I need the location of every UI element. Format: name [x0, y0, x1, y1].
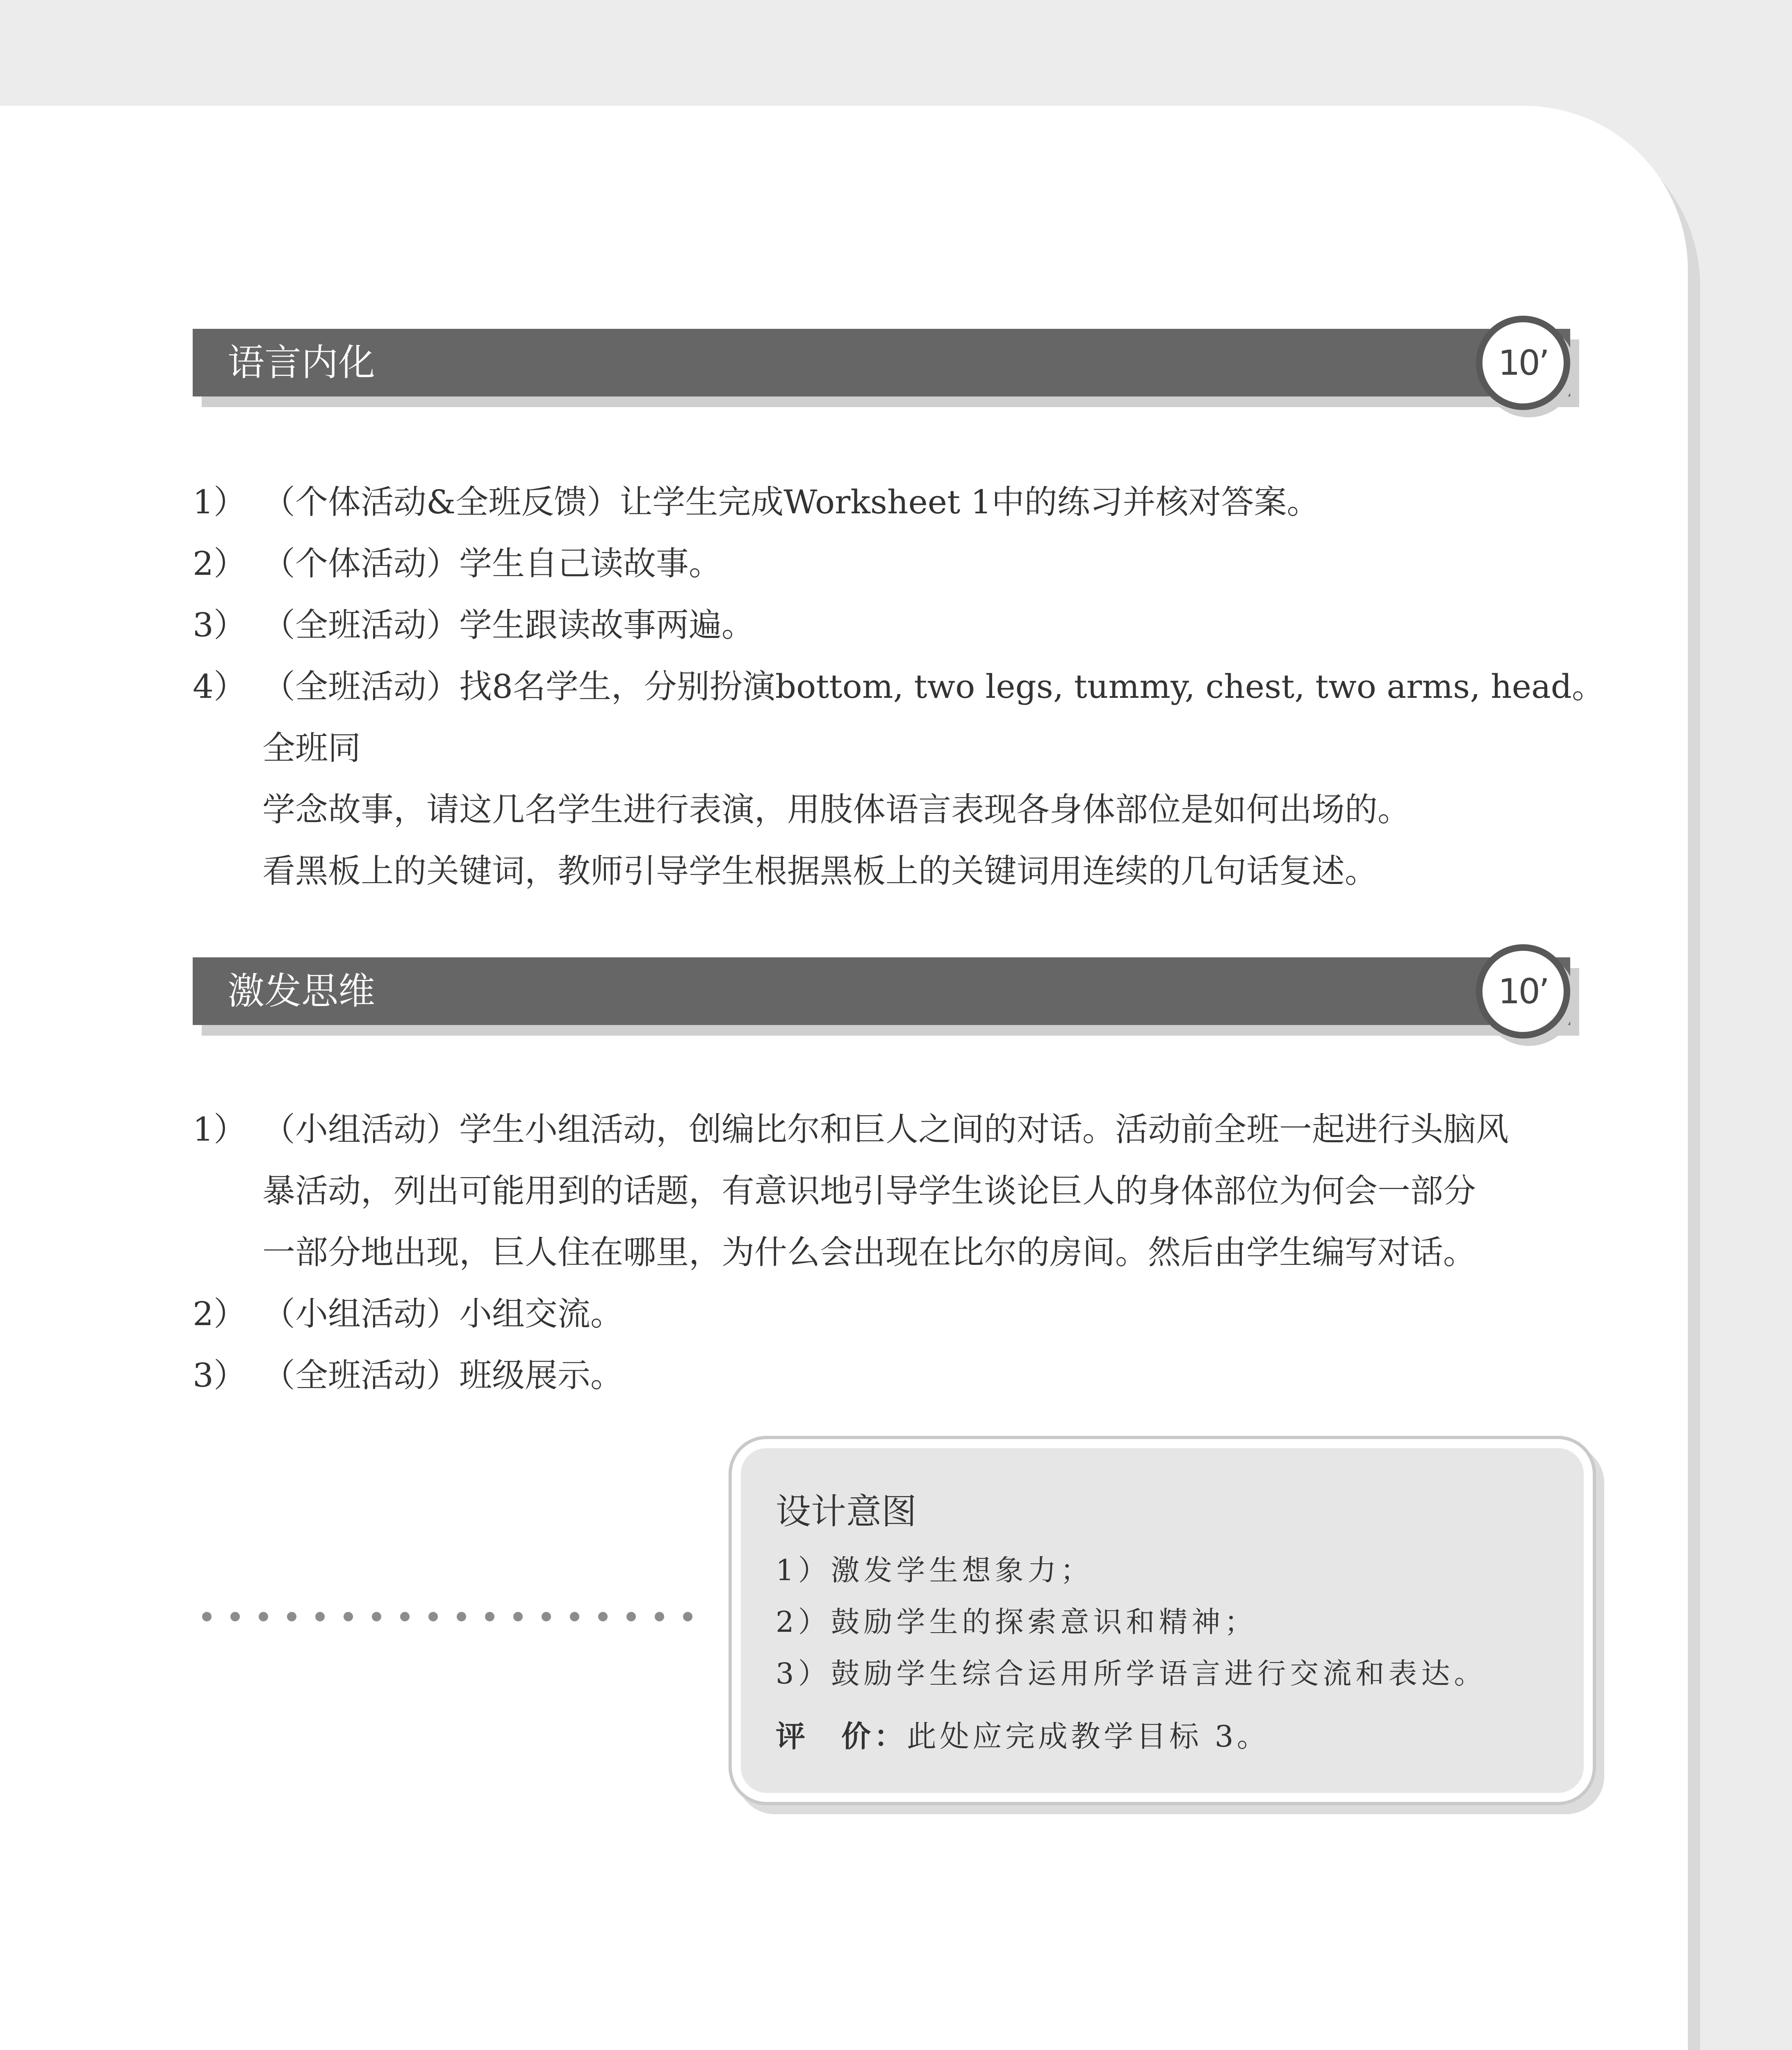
section-1-list [193, 472, 1607, 902]
section-title: 语言内化 [228, 341, 375, 384]
list-item: 1） （个体活动&全班反馈）让学生完成Worksheet 1中的练习并核对答案。 [193, 483, 1320, 521]
section-header-1 [193, 329, 1570, 396]
list-item: 3） （全班活动）学生跟读故事两遍。 [193, 606, 754, 644]
list-item: 2）鼓励学生的探索意识和精神； [776, 1605, 1257, 1639]
time-badge: 10’ [1476, 944, 1570, 1039]
section-title: 激发思维 [228, 970, 375, 1013]
list-item: 3）鼓励学生综合运用所学语言进行交流和表达。 [776, 1657, 1487, 1690]
list-item: 2） （个体活动）学生自己读故事。 [193, 544, 722, 583]
dotted-leader [193, 1610, 705, 1623]
list-item: 2） （小组活动）小组交流。 [193, 1295, 623, 1333]
design-intent-list [776, 1544, 1487, 1699]
list-item: 4） （全班活动）找8名学生，分别扮演bottom, two legs, tummy, chest, two arms, head。全班同 学念故事，请这几名学生进行表演，用肢体语言表现各身体部位是如何出场的。 看黑板上的关键词，教师引导学生根据黑板上的关键词用连续的几句话复述。 [193, 667, 1605, 890]
evaluation-label: 评 价： [776, 1719, 907, 1754]
list-item: 1） （小组活动）学生小组活动，创编比尔和巨人之间的对话。活动前全班一起进行头脑风 暴活动，列出可能用到的话题，有意识地引导学生谈论巨人的身体部位为何会一部分 一部分地出现，巨人住在哪里，为什么会出现在比尔的房间。然后由学生编写对话。 [193, 1110, 1509, 1271]
section-header-2 [193, 957, 1570, 1025]
design-intent-box [732, 1439, 1593, 1802]
list-item: 1）激发学生想象力； [776, 1553, 1093, 1587]
design-intent-title: 设计意图 [776, 1491, 917, 1532]
list-item: 3） （全班活动）班级展示。 [193, 1356, 623, 1394]
evaluation-line [776, 1713, 1270, 1755]
section-2-list [193, 1099, 1607, 1406]
evaluation-text: 此处应完成教学目标 3。 [907, 1719, 1270, 1754]
time-badge: 10’ [1476, 316, 1570, 410]
